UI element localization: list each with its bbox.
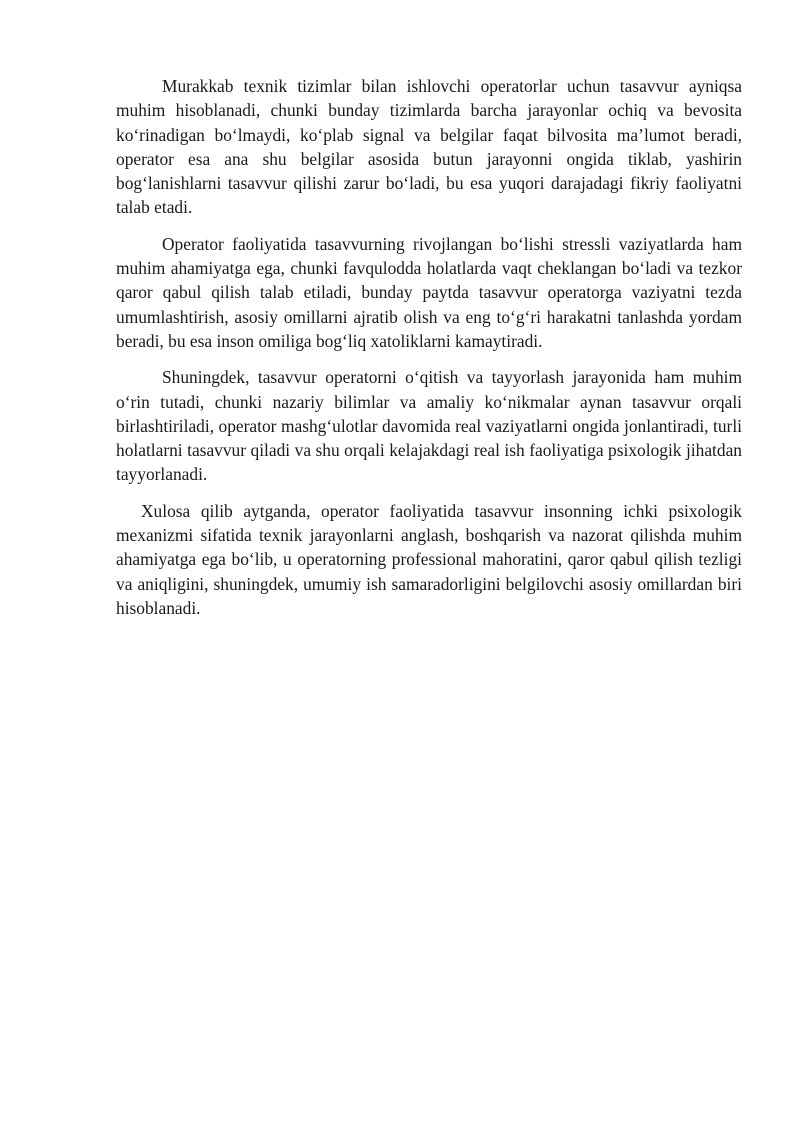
- paragraph-1: Murakkab texnik tizimlar bilan ishlovchi operatorlar uchun tasavvur ayniqsa muhim hisoblanadi, chunki bunday tizimlarda barcha jarayonlar ochiq va bevosita koʻrinadigan boʻlmaydi, koʻplab signal va belgilar faqat bilvosita maʼlumot beradi, operator esa ana shu belgilar asosida butun jarayonni ongida tiklab, yashirin bogʻlanishlarni tasavvur qilishi zarur boʻladi, bu esa yuqori darajadagi fikriy faoliyatni talab etadi.: [116, 76, 742, 218]
- paragraph-2: Operator faoliyatida tasavvurning rivojlangan boʻlishi stressli vaziyatlarda ham muhim ahamiyatga ega, chunki favqulodda holatlarda vaqt cheklangan boʻladi va tezkor qaror qabul qilish talab etiladi, bunday paytda tasavvur operatorga vaziyatni tezda umumlashtirish, asosiy omillarni ajratib olish va eng toʻgʻri harakatni tanlashda yordam beradi, bu esa inson omiliga bogʻliq xatoliklarni kamaytiradi.: [116, 233, 742, 351]
- paragraph-4: Xulosa qilib aytganda, operator faoliyatida tasavvur insonning ichki psixologik mexanizmi sifatida texnik jarayonlarni anglash, boshqarish va nazorat qilishda muhim ahamiyatga ega boʻlib, u operatorning professional mahoratini, qaror qabul qilish tezligi va aniqligini, shuningdek, umumiy ish samaradorligini belgilovchi asosiy omillardan biri hisoblanadi.: [116, 500, 742, 618]
- paragraph-3: Shuningdek, tasavvur operatorni oʻqitish va tayyorlash jarayonida ham muhim oʻrin tutadi, chunki nazariy bilimlar va amaliy koʻnikmalar aynan tasavvur orqali birlashtiriladi, operator mashgʻulotlar davomida real vaziyatlarni ongida jonlantiradi, turli holatlarni tasavvur qiladi va shu orqali kelajakdagi real ish faoliyatiga psixologik jihatdan tayyorlanadi.: [116, 367, 742, 485]
- document-page: [116, 74, 742, 632]
